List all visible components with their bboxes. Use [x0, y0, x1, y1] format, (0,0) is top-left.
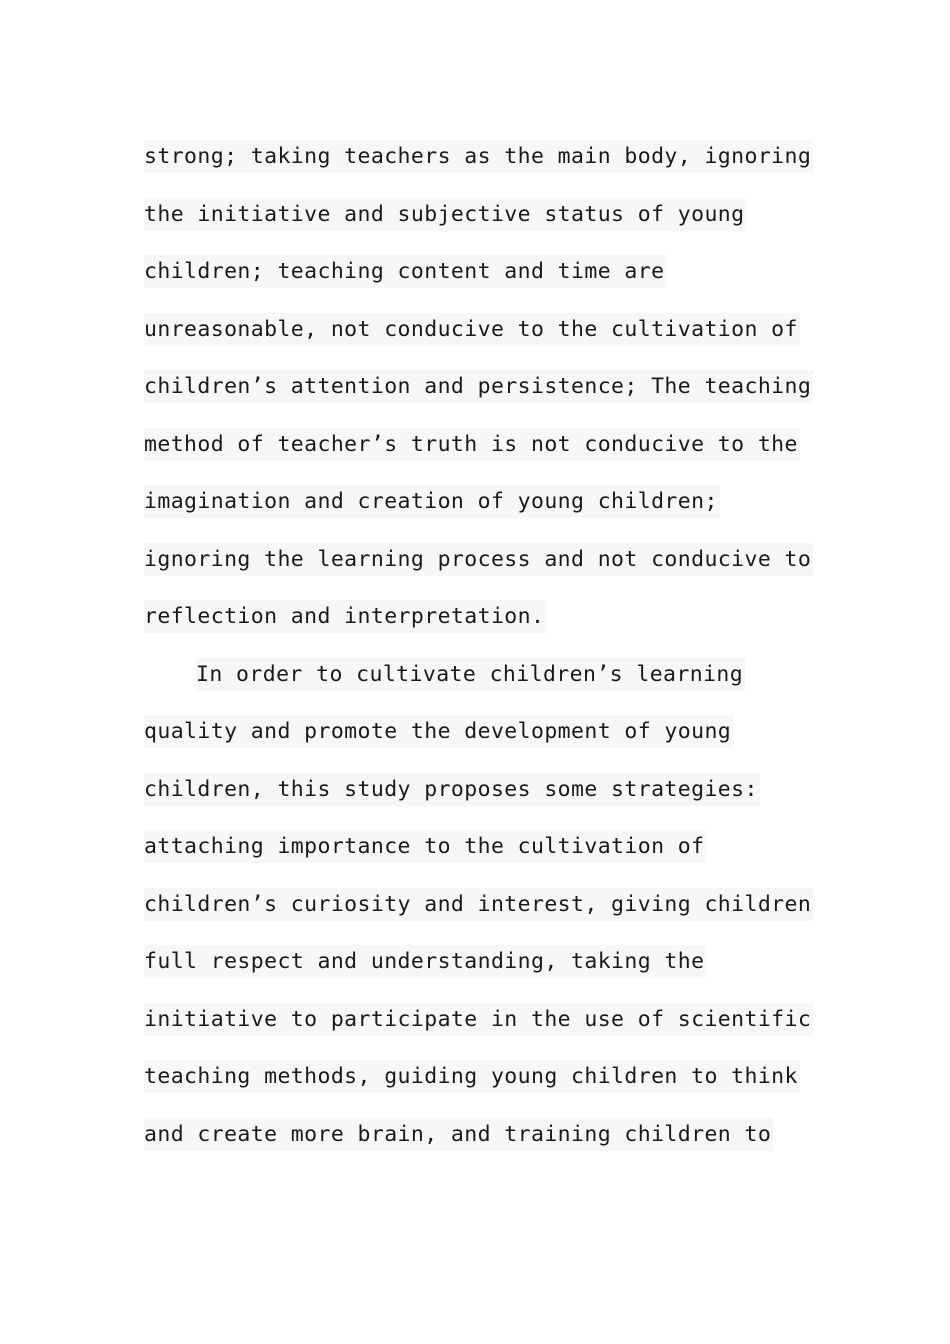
text-line: children, this study proposes some strategies:	[144, 761, 804, 819]
text-line: the initiative and subjective status of young	[144, 186, 804, 244]
text-line: ignoring the learning process and not conducive to	[144, 531, 804, 589]
text-line-indented: In order to cultivate children’s learning	[144, 646, 804, 704]
text-line: strong; taking teachers as the main body, ignoring	[144, 128, 804, 186]
text-line: teaching methods, guiding young children to think	[144, 1048, 804, 1106]
text-line: children; teaching content and time are	[144, 243, 804, 301]
body-text	[144, 128, 812, 1163]
text-line: imagination and creation of young children;	[144, 473, 804, 531]
text-line: and create more brain, and training children to	[144, 1106, 804, 1164]
text-line: full respect and understanding, taking the	[144, 933, 804, 991]
paragraph-2	[144, 646, 812, 1164]
paragraph-1	[144, 128, 812, 646]
text-line: children’s curiosity and interest, giving children	[144, 876, 804, 934]
text-line: unreasonable, not conducive to the cultivation of	[144, 301, 804, 359]
text-line: children’s attention and persistence; The teaching	[144, 358, 804, 416]
text-line: initiative to participate in the use of scientific	[144, 991, 804, 1049]
text-line: reflection and interpretation.	[144, 588, 804, 646]
text-line: quality and promote the development of young	[144, 703, 804, 761]
text-line: attaching importance to the cultivation of	[144, 818, 804, 876]
text-line: method of teacher’s truth is not conducive to the	[144, 416, 804, 474]
